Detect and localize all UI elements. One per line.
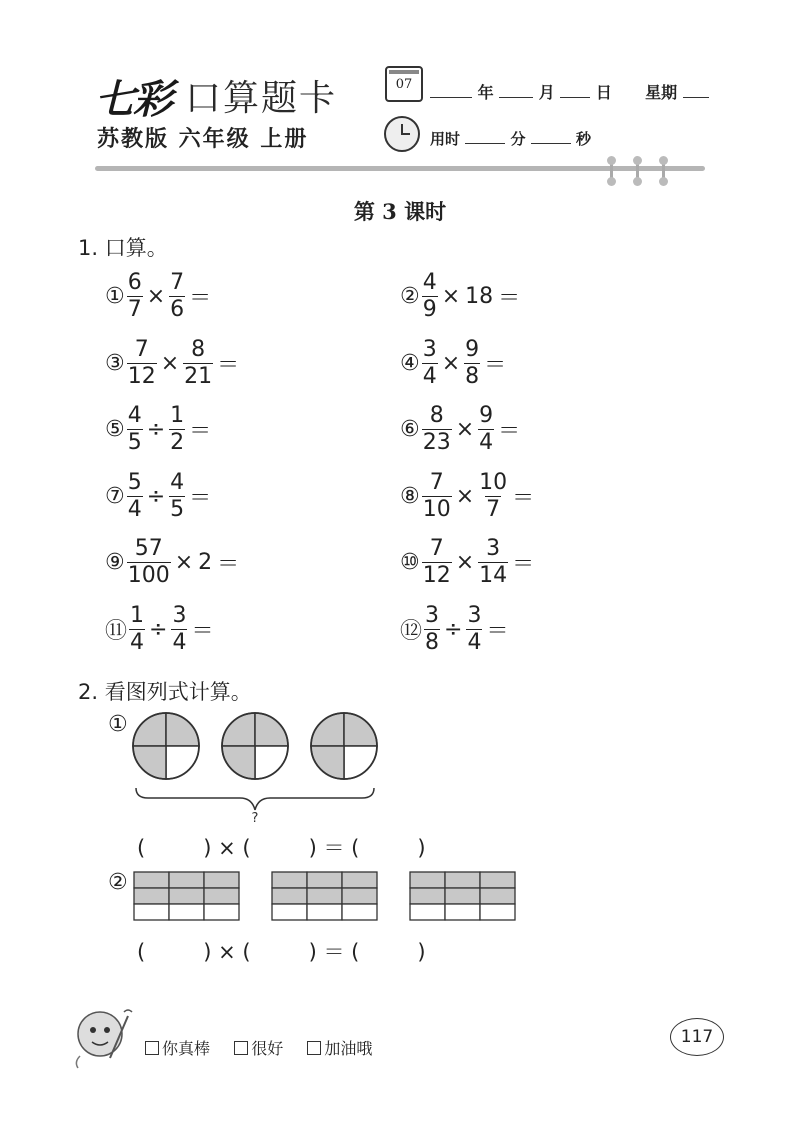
integer-operand: 18 xyxy=(465,284,494,309)
denominator: 7 xyxy=(127,297,142,322)
operator: ÷ xyxy=(146,417,166,442)
equals-sign: ＝ xyxy=(498,286,521,311)
numerator: 4 xyxy=(422,270,437,295)
brace-icon xyxy=(136,788,374,810)
fraction xyxy=(127,272,143,321)
numerator: 7 xyxy=(170,270,185,295)
problem-11 xyxy=(105,602,216,655)
problem-number: ④ xyxy=(400,350,420,376)
second-blank[interactable] xyxy=(531,129,571,144)
equals-sign: ＝ xyxy=(323,836,345,860)
denominator: 10 xyxy=(422,496,451,522)
month-blank[interactable] xyxy=(499,83,533,98)
header-divider xyxy=(95,166,705,171)
fraction xyxy=(478,405,494,454)
numerator: 7 xyxy=(429,469,444,495)
problem-5 xyxy=(105,405,214,454)
equals-sign: ＝ xyxy=(189,485,212,511)
operator: ÷ xyxy=(146,483,166,509)
operator: × xyxy=(455,550,475,575)
figure1-circles xyxy=(128,706,388,826)
date-line xyxy=(430,80,709,103)
denominator: 6 xyxy=(170,297,185,322)
numerator: 4 xyxy=(170,469,185,495)
second-label: 秒 xyxy=(575,130,591,148)
month-label: 月 xyxy=(538,83,555,102)
day-label: 日 xyxy=(595,83,612,102)
equals-sign: ＝ xyxy=(191,618,214,644)
problem-number: ⑧ xyxy=(400,483,420,509)
figure1-mark: ① xyxy=(108,712,128,737)
denominator: 14 xyxy=(479,563,508,588)
section1-heading: 1. 口算。 xyxy=(78,236,168,260)
grid-cell xyxy=(445,888,480,904)
integer-operand: 2 xyxy=(198,550,213,575)
paren-close: ) xyxy=(308,836,317,860)
numerator: 7 xyxy=(429,536,444,561)
equals-sign: ＝ xyxy=(512,552,535,577)
denominator: 100 xyxy=(127,563,170,588)
denominator: 4 xyxy=(467,629,482,655)
equals-sign: ＝ xyxy=(217,552,240,577)
denominator: 4 xyxy=(127,496,142,522)
edition-subtitle: 苏教版 六年级 上册 xyxy=(97,127,309,152)
rating-label: 很好 xyxy=(251,1039,284,1058)
problem-7 xyxy=(105,469,214,522)
year-blank[interactable] xyxy=(430,83,472,98)
grid-cell xyxy=(307,872,342,888)
fraction xyxy=(127,469,143,522)
figure2-mark: ② xyxy=(108,870,128,895)
rating-option-2[interactable] xyxy=(234,1039,283,1058)
fraction xyxy=(464,336,480,389)
denominator: 2 xyxy=(170,430,185,455)
grid-cell xyxy=(204,888,239,904)
rating-option-3[interactable] xyxy=(307,1039,372,1058)
denominator: 23 xyxy=(422,430,451,455)
grid-cell xyxy=(342,872,377,888)
equation-row-2 xyxy=(137,936,426,966)
equals-sign: ＝ xyxy=(498,419,521,444)
numerator: 8 xyxy=(191,336,206,362)
paren-open: ( xyxy=(137,940,146,964)
grid-cell xyxy=(307,904,342,920)
problem-8 xyxy=(400,469,537,522)
numerator: 4 xyxy=(127,403,142,428)
denominator: 12 xyxy=(127,363,156,389)
grid-cell xyxy=(134,888,169,904)
fraction xyxy=(127,538,171,587)
minute-blank[interactable] xyxy=(465,129,505,144)
fraction xyxy=(466,602,482,655)
denominator: 12 xyxy=(422,563,451,588)
problem-4 xyxy=(400,336,509,389)
equals-sign: ＝ xyxy=(323,940,345,964)
calendar-icon xyxy=(385,66,423,102)
time-used-label: 用时 xyxy=(430,130,461,148)
grid-cell xyxy=(204,904,239,920)
numerator: 57 xyxy=(134,536,163,561)
fraction xyxy=(422,272,438,321)
denominator: 4 xyxy=(422,363,437,389)
grid-cell xyxy=(169,872,204,888)
numerator: 7 xyxy=(134,336,149,362)
grid-cell xyxy=(342,888,377,904)
figure1-question: ? xyxy=(251,811,259,826)
grid-cell xyxy=(169,888,204,904)
denominator: 9 xyxy=(422,297,437,322)
grid-cell xyxy=(480,904,515,920)
problem-3 xyxy=(105,336,242,389)
grid-cell xyxy=(134,904,169,920)
problem-6 xyxy=(400,405,523,454)
weekday-blank[interactable] xyxy=(683,83,709,98)
grid-cell xyxy=(134,872,169,888)
grid-cell xyxy=(445,904,480,920)
rating-label: 你真棒 xyxy=(162,1039,211,1058)
numerator: 3 xyxy=(467,602,482,628)
operator: ÷ xyxy=(444,616,463,642)
rating-options xyxy=(145,1036,372,1059)
numerator: 1 xyxy=(130,602,145,628)
weekday-label: 星期 xyxy=(645,83,678,102)
paren-open: ( xyxy=(242,836,251,860)
problem-2 xyxy=(400,272,523,321)
day-blank[interactable] xyxy=(560,83,590,98)
numerator: 1 xyxy=(170,403,185,428)
equals-sign: ＝ xyxy=(189,286,212,311)
operator: × xyxy=(441,350,461,376)
equals-sign: ＝ xyxy=(484,352,507,378)
checkbox-icon[interactable] xyxy=(307,1041,321,1055)
times-sign: × xyxy=(218,836,236,860)
time-line xyxy=(430,128,591,149)
numerator: 5 xyxy=(127,469,142,495)
fraction xyxy=(169,272,185,321)
problem-number: ③ xyxy=(105,350,125,376)
problem-number: ② xyxy=(400,284,420,309)
grid-cell xyxy=(272,888,307,904)
mascot-icon xyxy=(70,1000,138,1070)
operator: × xyxy=(455,417,475,442)
equals-sign: ＝ xyxy=(189,419,212,444)
checkbox-icon[interactable] xyxy=(234,1041,248,1055)
fraction xyxy=(169,469,185,522)
problem-number: ⑥ xyxy=(400,417,420,442)
paren-close: ) xyxy=(417,836,426,860)
denominator: 4 xyxy=(130,629,145,655)
fraction xyxy=(422,405,452,454)
operator: × xyxy=(441,284,461,309)
rating-option-1[interactable] xyxy=(145,1039,210,1058)
grid-cell xyxy=(272,904,307,920)
problem-number: ⑩ xyxy=(400,550,420,575)
problem-number: ① xyxy=(105,284,125,309)
grid-cell xyxy=(410,888,445,904)
fraction xyxy=(127,405,143,454)
binding-knot-icon xyxy=(662,158,665,184)
operator: × xyxy=(146,284,166,309)
card-title: 口算题卡 xyxy=(185,78,338,119)
section2-heading: 2. 看图列式计算。 xyxy=(78,680,252,704)
denominator: 5 xyxy=(170,496,185,522)
numerator: 9 xyxy=(465,336,480,362)
fraction xyxy=(478,469,508,522)
equals-sign: ＝ xyxy=(217,352,240,378)
equation-row-1 xyxy=(137,832,426,862)
denominator: 21 xyxy=(184,363,213,389)
fraction xyxy=(424,602,440,655)
numerator: 3 xyxy=(422,336,437,362)
clock-icon xyxy=(384,116,420,152)
grid-cell xyxy=(169,904,204,920)
numerator: 3 xyxy=(172,602,187,628)
binding-knot-icon xyxy=(636,158,639,184)
lesson-title: 第 3 课时 xyxy=(353,199,447,224)
figure2-grids xyxy=(132,870,522,924)
fraction xyxy=(129,602,145,655)
denominator: 8 xyxy=(465,363,480,389)
fraction xyxy=(169,405,185,454)
paren-open: ( xyxy=(351,836,360,860)
problem-12 xyxy=(400,602,511,655)
problem-number: ⑨ xyxy=(105,550,125,575)
operator: × xyxy=(455,483,475,509)
grid-cell xyxy=(410,872,445,888)
numerator: 3 xyxy=(425,602,440,628)
numerator: 6 xyxy=(127,270,142,295)
grid-cell xyxy=(204,872,239,888)
denominator: 8 xyxy=(425,629,440,655)
grid-cell xyxy=(342,904,377,920)
grid-cell xyxy=(480,872,515,888)
year-label: 年 xyxy=(477,83,494,102)
denominator: 4 xyxy=(479,430,494,455)
fraction xyxy=(422,538,452,587)
calendar-day: 07 xyxy=(395,77,413,92)
numerator: 10 xyxy=(479,469,508,495)
paren-close: ) xyxy=(417,940,426,964)
operator: ÷ xyxy=(149,616,168,642)
grid-cell xyxy=(410,904,445,920)
rating-label: 加油哦 xyxy=(324,1039,373,1058)
problem-1 xyxy=(105,272,214,321)
fraction xyxy=(183,336,213,389)
numerator: 3 xyxy=(486,536,501,561)
problem-number: ⑪ xyxy=(105,618,128,644)
numerator: 9 xyxy=(479,403,494,428)
problem-number: ⑫ xyxy=(400,618,423,644)
minute-label: 分 xyxy=(510,130,526,148)
problem-number: ⑦ xyxy=(105,483,125,509)
fraction xyxy=(422,336,438,389)
denominator: 7 xyxy=(486,496,501,522)
numerator: 8 xyxy=(429,403,444,428)
fraction xyxy=(422,469,452,522)
fraction xyxy=(478,538,508,587)
grid-cell xyxy=(307,888,342,904)
paren-close: ) xyxy=(308,940,317,964)
operator: × xyxy=(160,350,180,376)
checkbox-icon[interactable] xyxy=(145,1041,159,1055)
problem-number: ⑤ xyxy=(105,417,125,442)
paren-close: ) xyxy=(203,940,212,964)
times-sign: × xyxy=(218,940,236,964)
denominator: 5 xyxy=(127,430,142,455)
paren-open: ( xyxy=(137,836,146,860)
paren-open: ( xyxy=(351,940,360,964)
operator: × xyxy=(174,550,194,575)
problem-10 xyxy=(400,538,537,587)
paren-close: ) xyxy=(203,836,212,860)
binding-knot-icon xyxy=(610,158,613,184)
grid-cell xyxy=(480,888,515,904)
problem-9 xyxy=(105,538,242,587)
brand-logo: 七彩 xyxy=(95,76,171,123)
page-number: 117 xyxy=(670,1018,724,1056)
fraction xyxy=(171,602,187,655)
grid-cell xyxy=(445,872,480,888)
grid-cell xyxy=(272,872,307,888)
equals-sign: ＝ xyxy=(486,618,509,644)
paren-open: ( xyxy=(242,940,251,964)
fraction xyxy=(127,336,157,389)
equals-sign: ＝ xyxy=(512,485,535,511)
denominator: 4 xyxy=(172,629,187,655)
